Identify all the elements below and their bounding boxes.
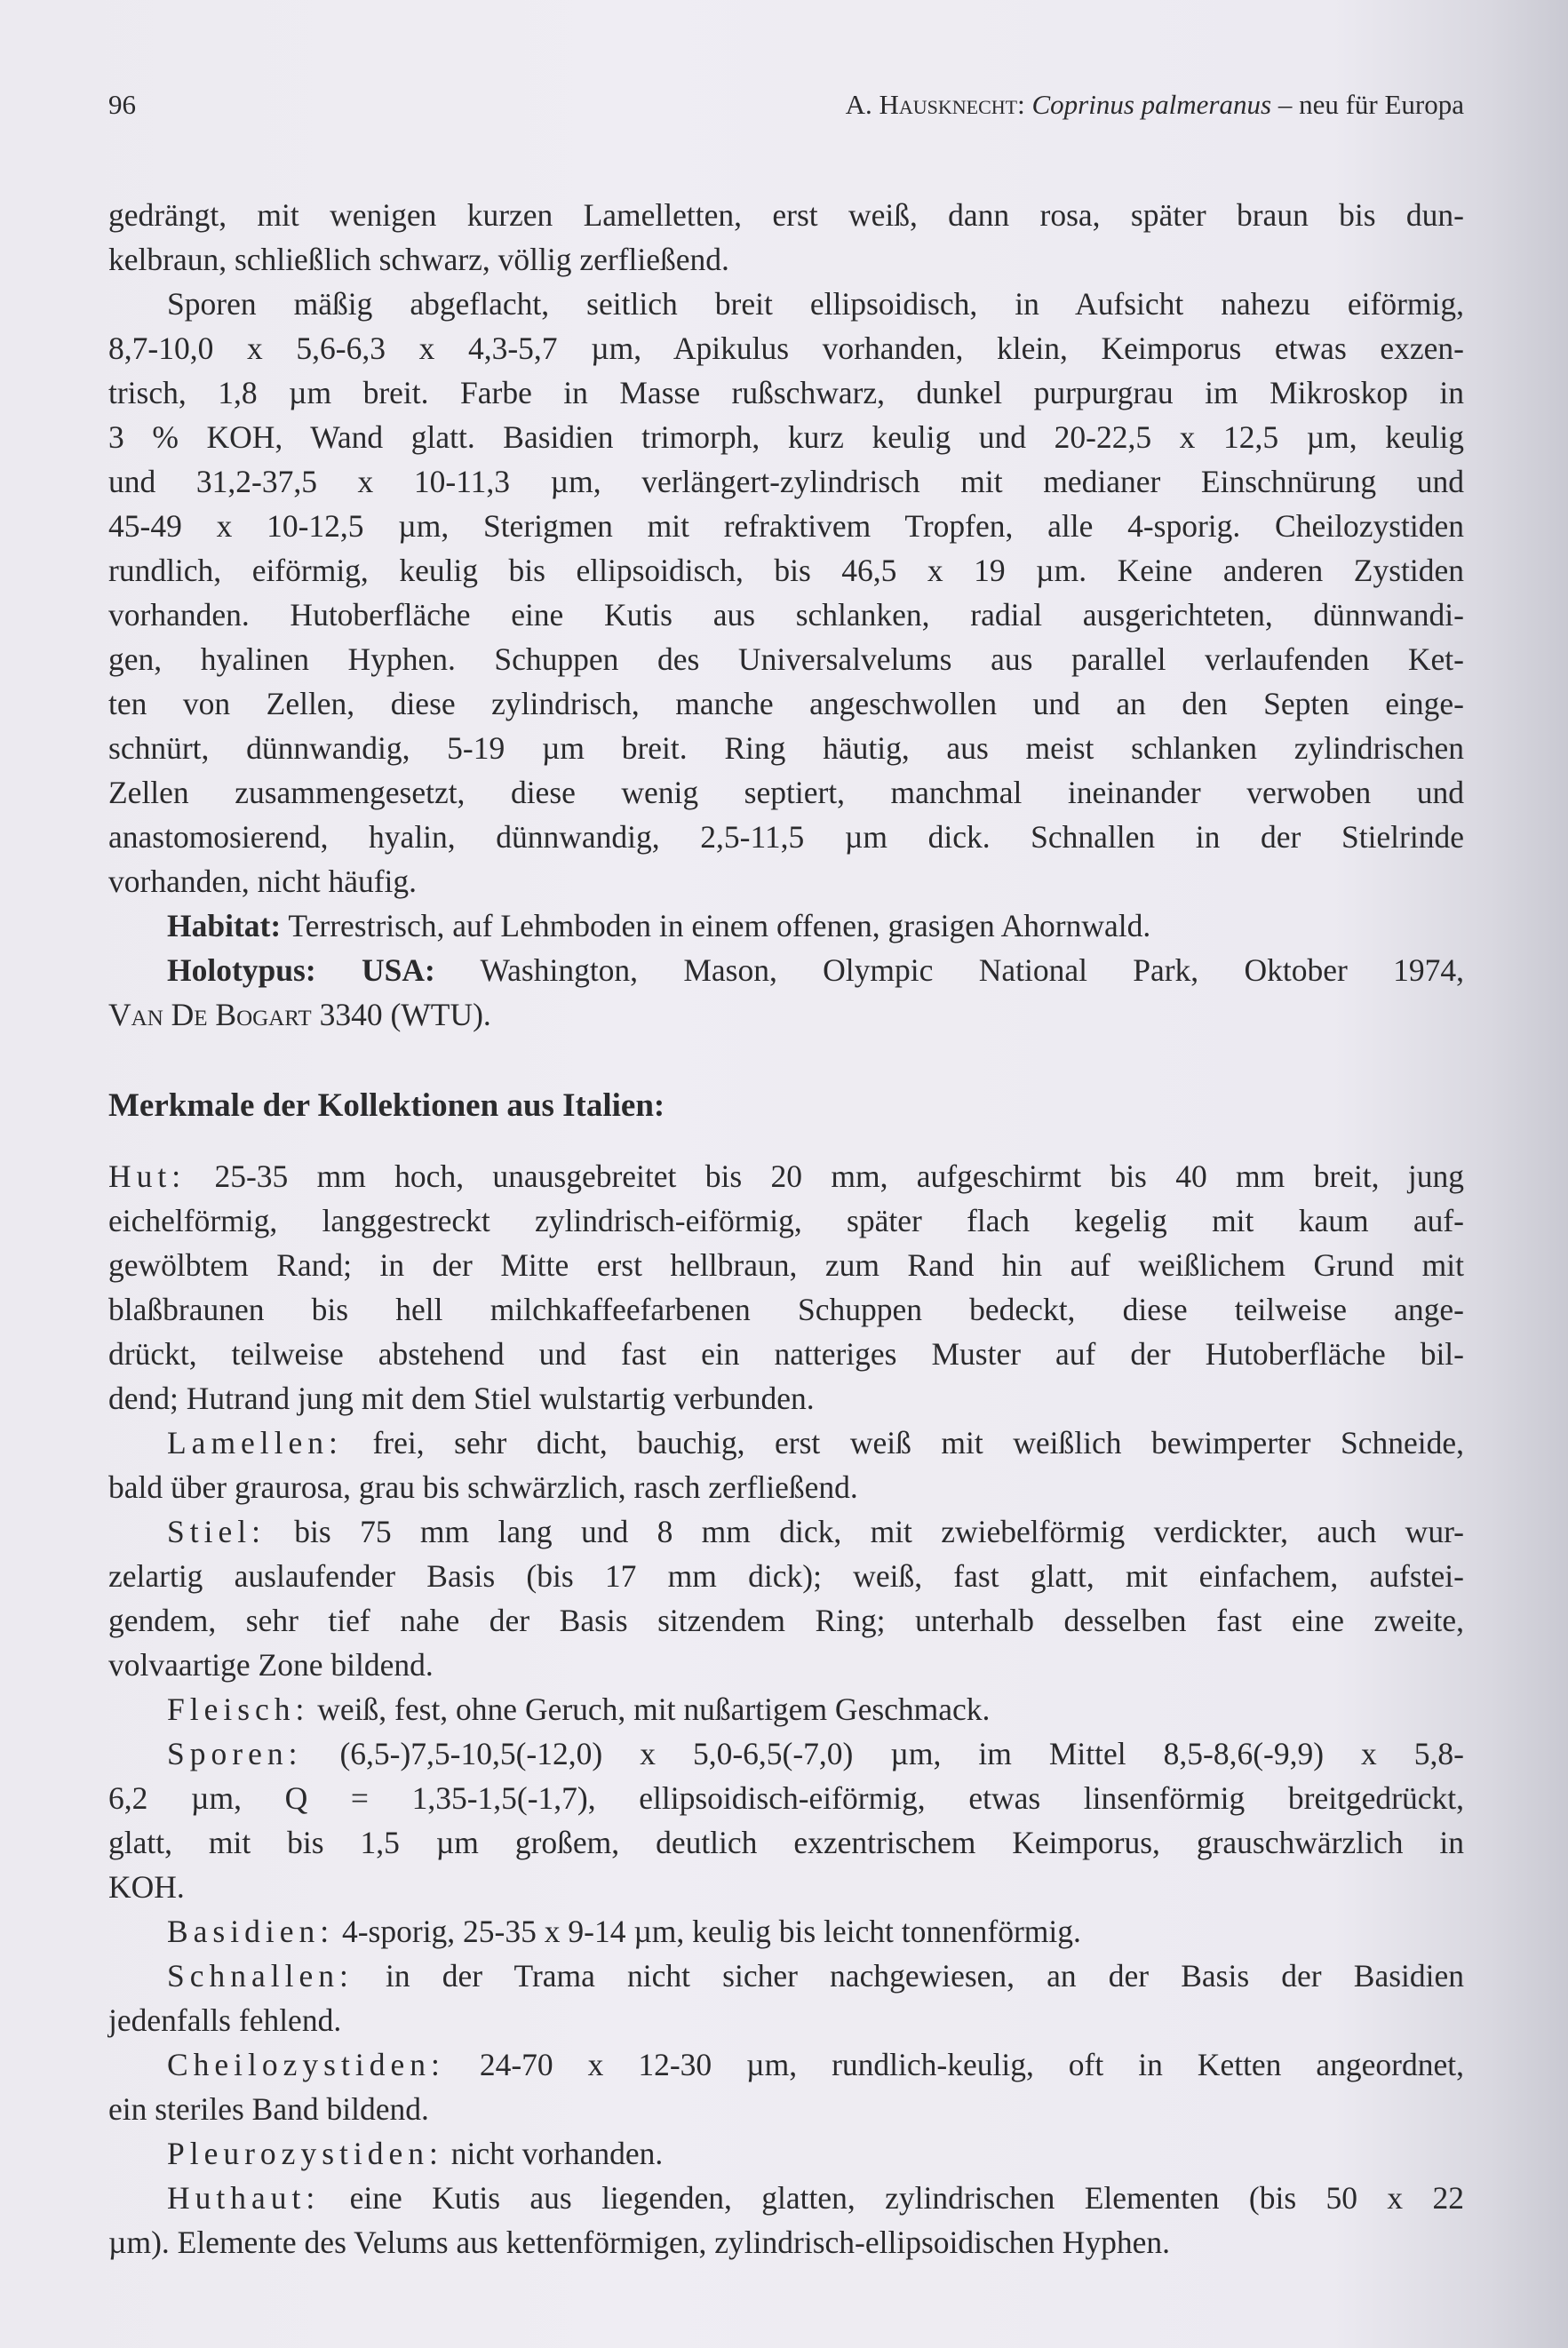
line-text: gedrängt, mit wenigen kurzen Lamelletten, erst weiß, dann rosa, später braun bis dun- [108, 197, 1464, 233]
line-text: ein steriles Band bildend. [108, 2091, 429, 2127]
line-text: Zellen zusammengesetzt, diese wenig septiert, manchmal ineinander verwoben und [108, 775, 1464, 810]
line-text: KOH. [108, 1869, 185, 1905]
line-text: drückt, teilweise abstehend und fast ein natteriges Muster auf der Hutoberfläche bil- [108, 1336, 1464, 1372]
line-text: frei, sehr dicht, bauchig, erst weiß mit weißlich bewimperter Schneide, [342, 1425, 1464, 1461]
line-text: jedenfalls fehlend. [108, 2002, 342, 2038]
hut-label: Hut: [108, 1158, 187, 1194]
line-text: bis 75 mm lang und 8 mm dick, mit zwiebelförmig verdickter, auch wur- [265, 1514, 1464, 1549]
description-line [108, 637, 1464, 681]
pleuro-line [167, 2131, 1464, 2176]
line-text: ten von Zellen, diese zylindrisch, manche angeschwollen und an den Septen einge- [108, 686, 1464, 721]
stiel-line [108, 1598, 1464, 1643]
line-text: rundlich, eiförmig, keulig bis ellipsoidisch, bis 46,5 x 19 µm. Keine anderen Zystiden [108, 553, 1464, 588]
collector-name: Van De Bogart [108, 997, 312, 1032]
hut-line [108, 1154, 1464, 1198]
line-text: gewölbtem Rand; in der Mitte erst hellbraun, zum Rand hin auf weißlichem Grund mit [108, 1247, 1464, 1283]
description-line [108, 548, 1464, 593]
holotypus-line [108, 992, 1464, 1037]
hut-line [108, 1198, 1464, 1243]
line-text: 25-35 mm hoch, unausgebreitet bis 20 mm, aufgeschirmt bis 40 mm breit, jung [186, 1158, 1464, 1194]
description-line [108, 815, 1464, 859]
hut-line [108, 1287, 1464, 1332]
description-line [108, 726, 1464, 770]
cheilo-label: Cheilozystiden: [167, 2047, 445, 2082]
page-number: 96 [108, 89, 136, 120]
line-text: nicht vorhanden. [442, 2136, 664, 2171]
line-text: und 31,2-37,5 x 10-11,3 µm, verlängert-zylindrisch mit medianer Einschnürung und [108, 464, 1464, 499]
description-line [108, 415, 1464, 459]
line-text: Sporen mäßig abgeflacht, seitlich breit ellipsoidisch, in Aufsicht nahezu eiförmig, [167, 286, 1464, 322]
stiel-label: Stiel: [167, 1514, 266, 1549]
line-text: eichelförmig, langgestreckt zylindrisch-eiförmig, später flach kegelig mit kaum auf- [108, 1203, 1464, 1238]
line-text: µm). Elemente des Velums aus kettenförmigen, zylindrisch-ellipsoidischen Hyphen. [108, 2225, 1170, 2260]
holotypus-line [167, 948, 1464, 992]
sporen-line [108, 1865, 1464, 1909]
huthaut-line [167, 2176, 1464, 2220]
cheilo-line [108, 2087, 1464, 2131]
line-text: 3340 (WTU). [311, 997, 491, 1032]
fleisch-label: Fleisch: [167, 1691, 310, 1727]
stiel-line [108, 1554, 1464, 1598]
fleisch-line [167, 1687, 1464, 1731]
sporen-line [108, 1776, 1464, 1820]
schnallen-line [167, 1954, 1464, 1998]
line-text: eine Kutis aus liegenden, glatten, zylindrischen Elementen (bis 50 x 22 [320, 2180, 1464, 2216]
line-text: volvaartige Zone bildend. [108, 1647, 434, 1683]
pleuro-label: Pleurozystiden: [167, 2136, 443, 2171]
hut-line [108, 1332, 1464, 1376]
line-text: schnürt, dünnwandig, 5-19 µm breit. Ring häutig, aus meist schlanken zylindrischen [108, 730, 1464, 766]
sporen-line [167, 1731, 1464, 1776]
line-text: trisch, 1,8 µm breit. Farbe in Masse rußschwarz, dunkel purpurgrau im Mikroskop in [108, 375, 1464, 410]
running-head-rest: – neu für Europa [1271, 89, 1464, 120]
line-text: weiß, fest, ohne Geruch, mit nußartigem Geschmack. [309, 1691, 991, 1727]
line-text: zelartig auslaufender Basis (bis 17 mm dick); weiß, fast glatt, mit einfachem, aufstei- [108, 1558, 1464, 1594]
schnallen-line [108, 1998, 1464, 2042]
line-text: 45-49 x 10-12,5 µm, Sterigmen mit refraktivem Tropfen, alle 4-sporig. Cheilozystiden [108, 508, 1464, 544]
line-text: 3 % KOH, Wand glatt. Basidien trimorph, kurz keulig und 20-22,5 x 12,5 µm, keulig [108, 419, 1464, 455]
line-text: kelbraun, schließlich schwarz, völlig zerfließend. [108, 242, 729, 277]
huthaut-line [108, 2220, 1464, 2264]
lamellen-line [108, 1465, 1464, 1509]
holotypus-label: Holotypus: USA: [167, 952, 435, 988]
line-text: anastomosierend, hyalin, dünnwandig, 2,5-11,5 µm dick. Schnallen in der Stielrinde [108, 819, 1464, 855]
lamellen-line [167, 1421, 1464, 1465]
schnallen-label: Schnallen: [167, 1958, 354, 1994]
description-line [108, 193, 1464, 237]
line-text: dend; Hutrand jung mit dem Stiel wulstartig verbunden. [108, 1381, 815, 1416]
description-line [108, 859, 1464, 903]
running-head-author: A. Hausknecht [845, 89, 1018, 120]
running-head-species: Coprinus palmeranus [1031, 89, 1272, 120]
sporen-line [108, 1820, 1464, 1865]
description-line [108, 237, 1464, 282]
description-line [108, 681, 1464, 726]
line-text: vorhanden. Hutoberfläche eine Kutis aus schlanken, radial ausgerichteten, dünnwandi- [108, 597, 1464, 633]
basidien-line [167, 1909, 1464, 1954]
line-text: in der Trama nicht sicher nachgewiesen, an der Basis der Basidien [353, 1958, 1464, 1994]
line-text: Washington, Mason, Olympic National Park, Oktober 1974, [434, 952, 1464, 988]
description-line [167, 282, 1464, 326]
description-line [108, 593, 1464, 637]
description-line [108, 459, 1464, 504]
habitat-label: Habitat: [167, 908, 282, 943]
line-text: blaßbraunen bis hell milchkaffeefarbenen Schuppen bedeckt, diese teilweise ange- [108, 1292, 1464, 1327]
section-heading: Merkmale der Kollektionen aus Italien: [108, 1087, 665, 1124]
habitat-line [167, 903, 1464, 948]
line-text: 4-sporig, 25-35 x 9-14 µm, keulig bis leicht tonnenförmig. [334, 1914, 1081, 1949]
description-line [108, 370, 1464, 415]
line-text: vorhanden, nicht häufig. [108, 864, 418, 899]
hut-line [108, 1376, 1464, 1421]
cheilo-line [167, 2042, 1464, 2087]
line-text: 24-70 x 12-30 µm, rundlich-keulig, oft in Ketten angeordnet, [444, 2047, 1464, 2082]
hut-line [108, 1243, 1464, 1287]
lamellen-label: Lamellen: [167, 1425, 343, 1461]
line-text: Terrestrisch, auf Lehmboden in einem offenen, grasigen Ahornwald. [281, 908, 1151, 943]
line-text: 6,2 µm, Q = 1,35-1,5(-1,7), ellipsoidisch-eiförmig, etwas linsenförmig breitgedrückt, [108, 1780, 1464, 1816]
running-head [846, 89, 1464, 121]
line-text: glatt, mit bis 1,5 µm großem, deutlich exzentrischem Keimporus, grauschwärzlich in [108, 1825, 1464, 1860]
huthaut-label: Huthaut: [167, 2180, 321, 2216]
stiel-line [167, 1509, 1464, 1554]
line-text: 8,7-10,0 x 5,6-6,3 x 4,3-5,7 µm, Apikulus vorhanden, klein, Keimporus etwas exzen- [108, 330, 1464, 366]
description-line [108, 770, 1464, 815]
line-text: gendem, sehr tief nahe der Basis sitzendem Ring; unterhalb desselben fast eine zweite, [108, 1603, 1464, 1638]
line-text: bald über graurosa, grau bis schwärzlich, rasch zerfließend. [108, 1469, 858, 1505]
basidien-label: Basidien: [167, 1914, 335, 1949]
sporen-label: Sporen: [167, 1736, 303, 1771]
line-text: (6,5-)7,5-10,5(-12,0) x 5,0-6,5(-7,0) µm, im Mittel 8,5-8,6(-9,9) x 5,8- [302, 1736, 1464, 1771]
line-text: gen, hyalinen Hyphen. Schuppen des Universalvelums aus parallel verlaufenden Ket- [108, 641, 1464, 677]
running-head-separator: : [1017, 89, 1032, 120]
description-line [108, 504, 1464, 548]
description-line [108, 326, 1464, 370]
stiel-line [108, 1643, 1464, 1687]
